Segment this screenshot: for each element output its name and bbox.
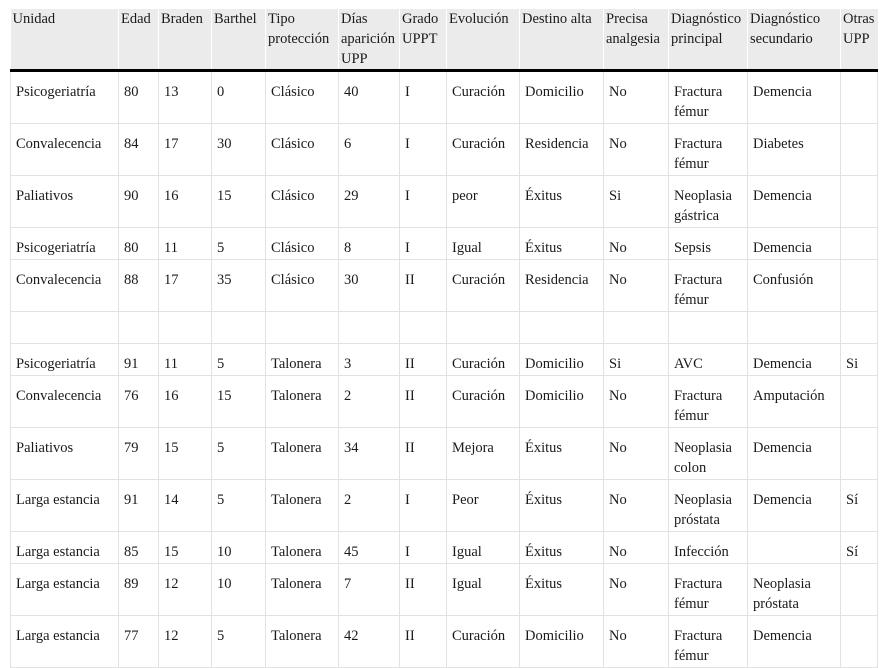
table-cell: II	[400, 344, 447, 376]
table-cell: Paliativos	[11, 428, 119, 480]
table-cell: 7	[339, 564, 400, 616]
table-cell: Curación	[447, 260, 520, 312]
table-cell: 17	[159, 260, 212, 312]
table-cell: 0	[212, 71, 266, 124]
table-cell: 42	[339, 616, 400, 668]
table-row	[11, 124, 878, 176]
table-row	[11, 71, 878, 124]
table-cell: II	[400, 376, 447, 428]
table-row	[11, 376, 878, 428]
table-cell: 91	[119, 344, 159, 376]
table-cell: 15	[159, 532, 212, 564]
table-cell: Convalecencia	[11, 376, 119, 428]
table-cell: Si	[841, 344, 878, 376]
table-cell: No	[604, 428, 669, 480]
table-row	[11, 428, 878, 480]
table-cell: II	[400, 616, 447, 668]
table-cell: 90	[119, 176, 159, 228]
table-cell: 16	[159, 176, 212, 228]
table-cell: 88	[119, 260, 159, 312]
column-header: Otras UPP	[841, 9, 878, 71]
table-cell: Fractura fémur	[669, 260, 748, 312]
table-cell: Fractura fémur	[669, 616, 748, 668]
table-cell: Talonera	[266, 532, 339, 564]
table-cell: No	[604, 228, 669, 260]
table-cell: Curación	[447, 344, 520, 376]
table-cell: Larga estancia	[11, 480, 119, 532]
patient-table	[10, 9, 878, 668]
table-cell: 17	[159, 124, 212, 176]
column-header: Evolución	[447, 9, 520, 71]
table-row	[11, 176, 878, 228]
table-cell: Talonera	[266, 376, 339, 428]
column-header: Edad	[119, 9, 159, 71]
table-cell: Neoplasia próstata	[669, 480, 748, 532]
table-cell: Convalecencia	[11, 260, 119, 312]
table-cell: Psicogeriatría	[11, 344, 119, 376]
table-cell: No	[604, 564, 669, 616]
table-cell	[669, 312, 748, 344]
table-cell: Talonera	[266, 616, 339, 668]
table-cell: 5	[212, 428, 266, 480]
table-row	[11, 616, 878, 668]
table-cell	[266, 312, 339, 344]
table-cell: 10	[212, 532, 266, 564]
table-cell: I	[400, 124, 447, 176]
table-cell: Psicogeriatría	[11, 228, 119, 260]
table-cell: Si	[604, 176, 669, 228]
table-row	[11, 480, 878, 532]
table-cell: Demencia	[748, 176, 841, 228]
table-cell: 12	[159, 616, 212, 668]
table-cell: 13	[159, 71, 212, 124]
table-cell: Sí	[841, 532, 878, 564]
table-cell: 3	[339, 344, 400, 376]
table-cell	[841, 124, 878, 176]
table-cell: 34	[339, 428, 400, 480]
table-cell	[212, 312, 266, 344]
table-cell: 79	[119, 428, 159, 480]
table-cell: Éxitus	[520, 480, 604, 532]
column-header: Unidad	[11, 9, 119, 71]
column-header: Precisa analgesia	[604, 9, 669, 71]
table-cell	[841, 428, 878, 480]
table-cell: Infección	[669, 532, 748, 564]
table-cell	[748, 532, 841, 564]
table-cell: Diabetes	[748, 124, 841, 176]
table-cell	[841, 228, 878, 260]
table-header	[11, 9, 878, 71]
table-row	[11, 260, 878, 312]
table-row-empty	[11, 312, 878, 344]
table-cell: Éxitus	[520, 176, 604, 228]
table-cell: Psicogeriatría	[11, 71, 119, 124]
table-cell: 5	[212, 228, 266, 260]
table-cell: Fractura fémur	[669, 124, 748, 176]
table-cell: 5	[212, 480, 266, 532]
table-row	[11, 564, 878, 616]
table-cell: 30	[212, 124, 266, 176]
table-cell: II	[400, 428, 447, 480]
table-row	[11, 532, 878, 564]
table-cell: Clásico	[266, 228, 339, 260]
table-cell: Fractura fémur	[669, 376, 748, 428]
table-cell: Residencia	[520, 124, 604, 176]
column-header: Diagnóstico secundario	[748, 9, 841, 71]
table-cell	[841, 71, 878, 124]
table-cell: I	[400, 480, 447, 532]
table-container	[10, 9, 877, 664]
table-cell: Larga estancia	[11, 616, 119, 668]
table-cell: Curación	[447, 71, 520, 124]
table-cell: No	[604, 71, 669, 124]
table-cell	[11, 312, 119, 344]
table-cell: Confusión	[748, 260, 841, 312]
table-cell: II	[400, 260, 447, 312]
table-cell: AVC	[669, 344, 748, 376]
table-cell	[841, 376, 878, 428]
table-cell: Larga estancia	[11, 564, 119, 616]
table-cell	[841, 260, 878, 312]
table-cell	[400, 312, 447, 344]
table-cell: Clásico	[266, 71, 339, 124]
table-cell: 76	[119, 376, 159, 428]
table-cell: peor	[447, 176, 520, 228]
table-cell: No	[604, 124, 669, 176]
table-cell: 35	[212, 260, 266, 312]
table-cell: 85	[119, 532, 159, 564]
table-cell: Sí	[841, 480, 878, 532]
table-cell: Mejora	[447, 428, 520, 480]
table-cell: Convalecencia	[11, 124, 119, 176]
table-cell: Talonera	[266, 480, 339, 532]
table-cell: I	[400, 71, 447, 124]
table-cell: 11	[159, 228, 212, 260]
table-cell: Clásico	[266, 176, 339, 228]
table-cell: Fractura fémur	[669, 71, 748, 124]
table-cell: I	[400, 176, 447, 228]
table-cell: Demencia	[748, 616, 841, 668]
table-cell: Igual	[447, 228, 520, 260]
table-cell: Demencia	[748, 228, 841, 260]
table-cell: 12	[159, 564, 212, 616]
table-cell: Domicilio	[520, 376, 604, 428]
table-cell	[119, 312, 159, 344]
table-cell: I	[400, 228, 447, 260]
table-cell: Domicilio	[520, 344, 604, 376]
table-cell: 77	[119, 616, 159, 668]
table-cell: Talonera	[266, 344, 339, 376]
table-cell: Si	[604, 344, 669, 376]
table-cell: 30	[339, 260, 400, 312]
column-header: Grado UPPT	[400, 9, 447, 71]
table-cell: Éxitus	[520, 228, 604, 260]
column-header: Barthel	[212, 9, 266, 71]
table-row	[11, 228, 878, 260]
column-header: Días aparición UPP	[339, 9, 400, 71]
table-cell: No	[604, 260, 669, 312]
table-cell: 40	[339, 71, 400, 124]
table-cell: 6	[339, 124, 400, 176]
table-cell: Fractura fémur	[669, 564, 748, 616]
table-cell: Paliativos	[11, 176, 119, 228]
table-cell: Demencia	[748, 428, 841, 480]
table-cell: No	[604, 376, 669, 428]
table-cell: Residencia	[520, 260, 604, 312]
table-cell	[841, 312, 878, 344]
header-row	[11, 9, 878, 71]
table-cell	[447, 312, 520, 344]
table-cell: 15	[212, 376, 266, 428]
table-cell: No	[604, 532, 669, 564]
column-header: Destino alta	[520, 9, 604, 71]
column-header: Braden	[159, 9, 212, 71]
table-cell: Igual	[447, 564, 520, 616]
table-cell: II	[400, 564, 447, 616]
table-body	[11, 71, 878, 668]
table-cell: Peor	[447, 480, 520, 532]
table-cell: 16	[159, 376, 212, 428]
table-cell: Neoplasia próstata	[748, 564, 841, 616]
table-cell: Éxitus	[520, 428, 604, 480]
table-cell: 89	[119, 564, 159, 616]
table-cell: Amputación	[748, 376, 841, 428]
table-cell: 80	[119, 228, 159, 260]
table-cell	[159, 312, 212, 344]
table-cell: Demencia	[748, 344, 841, 376]
table-cell: I	[400, 532, 447, 564]
table-cell: 5	[212, 616, 266, 668]
table-cell: 29	[339, 176, 400, 228]
table-cell: 15	[159, 428, 212, 480]
table-cell	[520, 312, 604, 344]
table-cell: 80	[119, 71, 159, 124]
table-cell	[604, 312, 669, 344]
table-cell: Éxitus	[520, 532, 604, 564]
table-row	[11, 344, 878, 376]
table-cell: 2	[339, 376, 400, 428]
table-cell: Domicilio	[520, 71, 604, 124]
table-cell: Talonera	[266, 564, 339, 616]
table-cell: 8	[339, 228, 400, 260]
table-cell: No	[604, 480, 669, 532]
table-cell: Curación	[447, 124, 520, 176]
table-cell: No	[604, 616, 669, 668]
column-header: Tipo protección	[266, 9, 339, 71]
table-cell: Curación	[447, 376, 520, 428]
table-cell: 91	[119, 480, 159, 532]
table-cell: Talonera	[266, 428, 339, 480]
table-cell	[841, 176, 878, 228]
table-cell: Clásico	[266, 124, 339, 176]
table-cell: 2	[339, 480, 400, 532]
table-cell: Larga estancia	[11, 532, 119, 564]
table-cell: Demencia	[748, 480, 841, 532]
table-cell: 14	[159, 480, 212, 532]
table-cell: Éxitus	[520, 564, 604, 616]
table-cell: Domicilio	[520, 616, 604, 668]
table-cell: Neoplasia colon	[669, 428, 748, 480]
table-cell: Curación	[447, 616, 520, 668]
table-cell: Neoplasia gástrica	[669, 176, 748, 228]
table-cell: Clásico	[266, 260, 339, 312]
table-cell: 5	[212, 344, 266, 376]
table-cell: 84	[119, 124, 159, 176]
table-cell	[841, 616, 878, 668]
table-cell: 11	[159, 344, 212, 376]
table-cell	[748, 312, 841, 344]
table-cell: Demencia	[748, 71, 841, 124]
table-cell: 15	[212, 176, 266, 228]
column-header: Diagnóstico principal	[669, 9, 748, 71]
table-cell: Sepsis	[669, 228, 748, 260]
table-cell	[339, 312, 400, 344]
table-cell: Igual	[447, 532, 520, 564]
table-cell	[841, 564, 878, 616]
table-cell: 10	[212, 564, 266, 616]
table-cell: 45	[339, 532, 400, 564]
